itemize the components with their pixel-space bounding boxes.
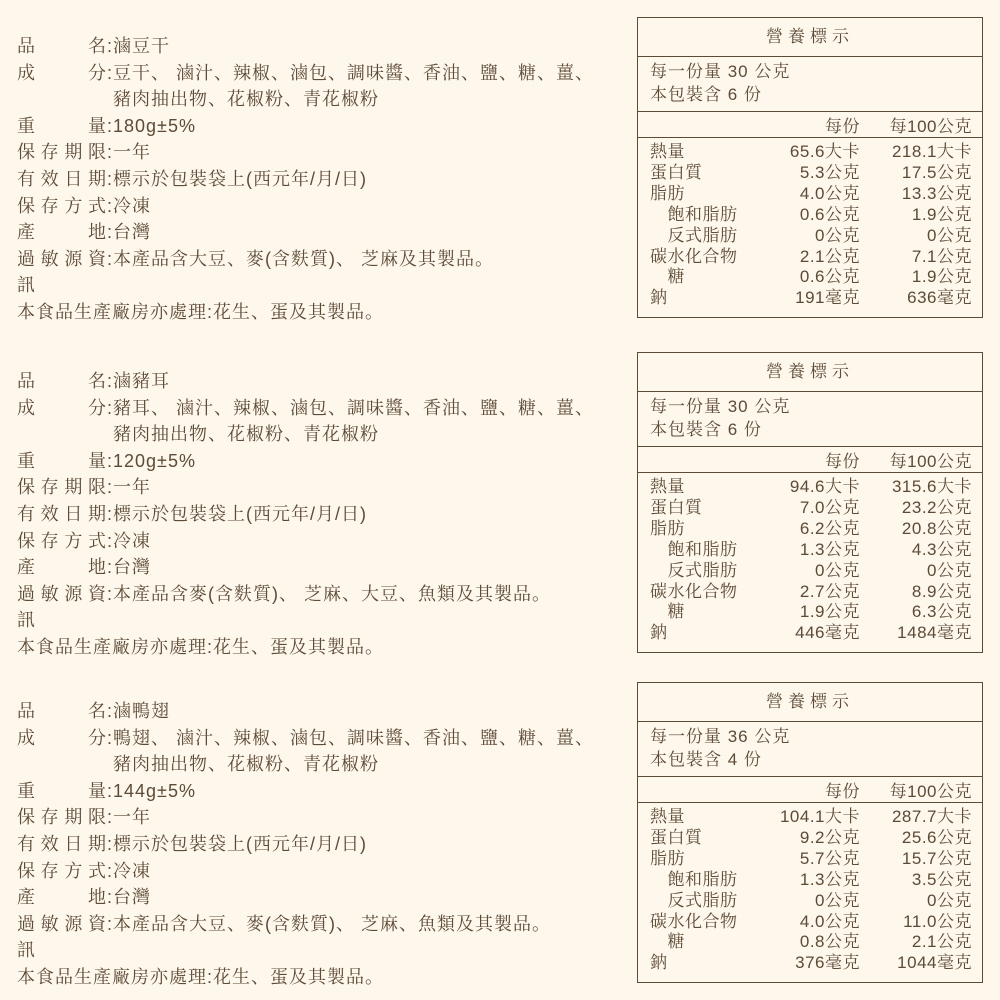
info-row [17, 474, 625, 501]
col-header-per-serving: 每份 [825, 782, 860, 801]
nutrient-per-100g: 15.7公克 [901, 848, 972, 868]
info-value-line: 豬肉抽出物、花椒粉、青花椒粉 [113, 754, 380, 775]
nutrient-row [650, 267, 972, 288]
info-value [113, 778, 625, 805]
nutrient-per-100g: 1.9公克 [911, 204, 972, 224]
serving-info [638, 57, 982, 112]
nutrient-row [650, 288, 972, 309]
label-colon: : [107, 727, 114, 748]
info-row [17, 395, 625, 448]
info-value [113, 501, 625, 528]
nutrient-name: 脂肪 [650, 183, 685, 203]
nutrient-per-serving: 9.2公克 [799, 827, 860, 847]
info-value-line: 一年 [113, 477, 152, 498]
info-label: 有效日期 [17, 503, 107, 524]
serving-line: 本包裝含 4 份 [650, 749, 762, 769]
info-value [113, 831, 625, 858]
label-colon: : [107, 701, 114, 721]
nutrient-row [650, 891, 972, 912]
nutrient-row [650, 582, 972, 603]
info-row [17, 911, 625, 964]
info-row [17, 554, 625, 581]
serving-info [638, 722, 982, 777]
info-value [113, 166, 625, 193]
info-label: 保存期限 [17, 477, 107, 498]
nutrient-name: 飽和脂肪 [650, 204, 738, 224]
product-section [0, 17, 1000, 347]
nutrient-rows [638, 473, 982, 650]
info-label: 有效日期 [17, 833, 107, 854]
nutrient-name: 鈉 [650, 953, 668, 973]
nutrient-name: 脂肪 [650, 518, 685, 538]
nutrient-per-100g: 23.2公克 [901, 497, 972, 517]
nutrient-name: 熱量 [650, 477, 685, 496]
nutrient-name: 碳水化合物 [650, 246, 738, 266]
nutrient-row [650, 828, 972, 849]
label-colon: : [107, 530, 114, 551]
label-colon: : [107, 860, 114, 881]
info-value [113, 395, 625, 448]
nutrient-row [650, 519, 972, 540]
info-value [113, 858, 625, 885]
info-row [17, 884, 625, 911]
nutrient-name: 鈉 [650, 623, 668, 643]
info-value [113, 246, 625, 273]
col-header-per-serving: 每份 [825, 117, 860, 136]
nutrient-per-100g: 287.7大卡 [891, 807, 972, 826]
nutrient-per-serving: 1.3公克 [799, 539, 860, 559]
info-row [17, 193, 625, 220]
nutrient-name: 蛋白質 [650, 497, 703, 517]
info-value-line: 滷豬耳 [113, 371, 171, 391]
nutrient-per-serving: 0.6公克 [799, 204, 860, 224]
product-section [0, 352, 1000, 682]
label-colon: : [107, 195, 114, 216]
info-label: 重量 [17, 115, 107, 136]
info-label: 有效日期 [17, 168, 107, 189]
nutrient-per-100g: 2.1公克 [911, 932, 972, 952]
facility-note: 本食品生產廠房亦處理:花生、蛋及其製品。 [17, 301, 384, 322]
nutrient-per-100g: 8.9公克 [911, 581, 972, 601]
nutrient-per-100g: 20.8公克 [901, 518, 972, 538]
info-value-line: 台灣 [113, 557, 152, 578]
label-colon: : [107, 142, 114, 163]
info-label: 過敏源資訊 [17, 248, 107, 296]
nutrient-row [650, 163, 972, 184]
nutrient-name: 飽和脂肪 [650, 539, 738, 559]
nutrient-per-serving: 1.3公克 [799, 869, 860, 889]
info-label: 保存期限 [17, 807, 107, 828]
info-value [113, 698, 625, 725]
nutrient-row [650, 226, 972, 247]
nutrient-per-serving: 191毫克 [795, 288, 860, 308]
info-value-line: 標示於包裝袋上(西元年/月/日) [113, 833, 368, 854]
column-header-row [638, 447, 982, 473]
label-colon: : [107, 222, 114, 243]
nutrient-per-serving: 2.1公克 [799, 246, 860, 266]
label-colon: : [107, 807, 114, 828]
nutrient-name: 反式脂肪 [650, 560, 738, 580]
nutrient-per-serving: 5.3公克 [799, 162, 860, 182]
nutrient-name: 糖 [650, 932, 685, 952]
label-colon: : [107, 62, 114, 83]
info-value [113, 911, 625, 938]
col-header-per-100g: 每100公克 [889, 452, 972, 471]
nutrient-row [650, 932, 972, 953]
info-row [17, 219, 625, 246]
nutrient-per-serving: 4.0公克 [799, 911, 860, 931]
label-colon: : [107, 397, 114, 418]
nutrient-name: 熱量 [650, 807, 685, 826]
nutrient-rows [638, 138, 982, 315]
info-label: 保存方式 [17, 195, 107, 216]
nutrient-row [650, 912, 972, 933]
info-value-line: 豬耳、 滷汁、辣椒、滷包、調味醬、香油、鹽、糖、薑、 [113, 397, 595, 418]
info-row [17, 804, 625, 831]
info-value [113, 725, 625, 778]
nutrient-name: 蛋白質 [650, 162, 703, 182]
nutrient-per-100g: 4.3公克 [911, 539, 972, 559]
nutrient-name: 鈉 [650, 288, 668, 308]
nutrient-row [650, 623, 972, 644]
nutrient-name: 蛋白質 [650, 827, 703, 847]
info-row [17, 448, 625, 475]
info-row [17, 246, 625, 299]
info-value [113, 60, 625, 113]
product-section [0, 682, 1000, 1000]
serving-line: 每一份量 30 公克 [650, 62, 791, 81]
serving-line: 本包裝含 6 份 [650, 84, 762, 104]
info-value-line: 本產品含麥(含麩質)、 芝麻、大豆、魚類及其製品。 [113, 583, 552, 604]
info-row [17, 698, 625, 725]
info-value [113, 448, 625, 475]
info-value-line: 本產品含大豆、麥(含麩質)、 芝麻、魚類及其製品。 [113, 913, 552, 934]
col-header-per-100g: 每100公克 [889, 117, 972, 136]
info-label: 保存方式 [17, 860, 107, 881]
info-value-line: 豬肉抽出物、花椒粉、青花椒粉 [113, 424, 380, 445]
col-header-per-serving: 每份 [825, 452, 860, 471]
col-header-per-100g: 每100公克 [889, 782, 972, 801]
info-value-line: 144g±5% [113, 780, 196, 801]
nutrient-per-100g: 3.5公克 [911, 869, 972, 889]
info-label: 產地 [17, 222, 107, 243]
info-value-line: 標示於包裝袋上(西元年/月/日) [113, 168, 368, 189]
info-value-line: 冷凍 [113, 195, 152, 216]
nutrient-row [650, 498, 972, 519]
info-label: 過敏源資訊 [17, 913, 107, 961]
nutrient-row [650, 561, 972, 582]
nutrient-name: 反式脂肪 [650, 890, 738, 910]
info-row [17, 858, 625, 885]
info-value [113, 193, 625, 220]
info-value [113, 474, 625, 501]
info-value [113, 219, 625, 246]
info-rows [17, 368, 625, 634]
column-header-row [638, 777, 982, 803]
info-label: 過敏源資訊 [17, 583, 107, 631]
nutrient-per-serving: 0.8公克 [799, 932, 860, 952]
serving-line: 每一份量 36 公克 [650, 727, 791, 746]
nutrient-per-100g: 0公克 [927, 225, 972, 245]
info-label: 成分 [17, 397, 107, 418]
nutrient-per-serving: 6.2公克 [799, 518, 860, 538]
info-row [17, 368, 625, 395]
nutrient-per-serving: 2.7公克 [799, 581, 860, 601]
label-colon: : [107, 371, 114, 391]
info-label: 產地 [17, 887, 107, 908]
nutrient-row [650, 602, 972, 623]
nutrient-per-serving: 376毫克 [795, 953, 860, 973]
info-value [113, 33, 625, 60]
nutrient-per-serving: 7.0公克 [799, 497, 860, 517]
nutrition-title: 營養標示 [638, 18, 982, 57]
nutrient-name: 飽和脂肪 [650, 869, 738, 889]
nutrient-per-100g: 25.6公克 [901, 827, 972, 847]
info-label: 保存期限 [17, 142, 107, 163]
info-row [17, 166, 625, 193]
serving-info [638, 392, 982, 447]
info-row [17, 60, 625, 113]
nutrition-title: 營養標示 [638, 683, 982, 722]
info-row [17, 725, 625, 778]
nutrient-per-100g: 0公克 [927, 560, 972, 580]
nutrient-row [650, 849, 972, 870]
label-colon: : [107, 887, 114, 908]
nutrient-row [650, 184, 972, 205]
info-value-line: 本產品含大豆、麥(含麩質)、 芝麻及其製品。 [113, 248, 495, 269]
info-value-line: 鴨翅、 滷汁、辣椒、滷包、調味醬、香油、鹽、糖、薑、 [113, 727, 595, 748]
info-label: 重量 [17, 450, 107, 471]
nutrient-per-100g: 218.1大卡 [891, 142, 972, 161]
info-value-line: 冷凍 [113, 860, 152, 881]
nutrient-name: 碳水化合物 [650, 911, 738, 931]
info-value-line: 一年 [113, 142, 152, 163]
info-value-line: 180g±5% [113, 115, 196, 136]
label-colon: : [107, 583, 114, 604]
info-row [17, 528, 625, 555]
info-value-line: 豬肉抽出物、花椒粉、青花椒粉 [113, 89, 380, 110]
info-row [17, 33, 625, 60]
nutrient-per-100g: 1.9公克 [911, 267, 972, 287]
label-colon: : [107, 503, 114, 524]
label-colon: : [107, 557, 114, 578]
product-info [17, 368, 625, 661]
info-label: 成分 [17, 727, 107, 748]
nutrient-row [650, 540, 972, 561]
product-info [17, 698, 625, 991]
info-rows [17, 33, 625, 299]
info-value-line: 一年 [113, 807, 152, 828]
nutrient-per-serving: 4.0公克 [799, 183, 860, 203]
info-label: 重量 [17, 780, 107, 801]
product-info [17, 33, 625, 326]
nutrient-per-serving: 0.6公克 [799, 267, 860, 287]
nutrient-per-100g: 13.3公克 [901, 183, 972, 203]
info-value-line: 冷凍 [113, 530, 152, 551]
nutrient-name: 熱量 [650, 142, 685, 161]
info-value-line: 滷鴨翅 [113, 701, 171, 721]
nutrient-per-serving: 104.1大卡 [779, 807, 860, 826]
label-colon: : [107, 248, 114, 269]
label-colon: : [107, 477, 114, 498]
nutrient-row [650, 870, 972, 891]
nutrition-table [637, 682, 983, 983]
info-row [17, 831, 625, 858]
info-value-line: 台灣 [113, 222, 152, 243]
info-value-line: 120g±5% [113, 450, 196, 471]
nutrient-row [650, 205, 972, 226]
info-label: 品名 [17, 36, 107, 56]
nutrient-per-serving: 1.9公克 [799, 602, 860, 622]
info-value [113, 581, 625, 608]
column-header-row [638, 112, 982, 138]
nutrient-per-100g: 1484毫克 [897, 623, 972, 643]
info-label: 品名 [17, 371, 107, 391]
nutrient-name: 反式脂肪 [650, 225, 738, 245]
info-label: 保存方式 [17, 530, 107, 551]
label-colon: : [107, 913, 114, 934]
facility-note: 本食品生產廠房亦處理:花生、蛋及其製品。 [17, 636, 384, 657]
info-row [17, 778, 625, 805]
nutrition-table [637, 352, 983, 653]
nutrient-per-serving: 94.6大卡 [789, 477, 860, 496]
nutrient-row [650, 807, 972, 828]
nutrient-name: 糖 [650, 602, 685, 622]
label-colon: : [107, 450, 114, 471]
nutrient-per-100g: 17.5公克 [901, 162, 972, 182]
nutrient-per-serving: 0公克 [815, 890, 860, 910]
info-row [17, 113, 625, 140]
info-value-line: 滷豆干 [113, 36, 171, 56]
label-colon: : [107, 168, 114, 189]
nutrient-per-serving: 0公克 [815, 225, 860, 245]
info-value [113, 113, 625, 140]
info-value [113, 884, 625, 911]
nutrient-per-100g: 1044毫克 [897, 953, 972, 973]
info-label: 成分 [17, 62, 107, 83]
nutrition-table [637, 17, 983, 318]
info-row [17, 139, 625, 166]
info-value [113, 368, 625, 395]
nutrient-per-100g: 0公克 [927, 890, 972, 910]
serving-line: 每一份量 30 公克 [650, 397, 791, 416]
info-label: 品名 [17, 701, 107, 721]
nutrient-per-100g: 636毫克 [907, 288, 972, 308]
nutrient-name: 糖 [650, 267, 685, 287]
info-value [113, 139, 625, 166]
info-value [113, 804, 625, 831]
nutrient-name: 碳水化合物 [650, 581, 738, 601]
info-value-line: 台灣 [113, 887, 152, 908]
label-colon: : [107, 780, 114, 801]
nutrient-per-serving: 5.7公克 [799, 848, 860, 868]
nutrient-per-serving: 446毫克 [795, 623, 860, 643]
label-colon: : [107, 115, 114, 136]
info-value [113, 554, 625, 581]
info-rows [17, 698, 625, 964]
serving-line: 本包裝含 6 份 [650, 419, 762, 439]
nutrient-per-100g: 315.6大卡 [891, 477, 972, 496]
nutrient-row [650, 247, 972, 268]
info-value-line: 標示於包裝袋上(西元年/月/日) [113, 503, 368, 524]
nutrient-row [650, 142, 972, 163]
nutrient-row [650, 953, 972, 974]
info-row [17, 581, 625, 634]
info-row [17, 501, 625, 528]
nutrient-per-100g: 11.0公克 [903, 911, 972, 931]
nutrient-row [650, 477, 972, 498]
nutrient-name: 脂肪 [650, 848, 685, 868]
nutrient-per-serving: 0公克 [815, 560, 860, 580]
nutrient-rows [638, 803, 982, 980]
nutrient-per-100g: 7.1公克 [911, 246, 972, 266]
nutrient-per-serving: 65.6大卡 [789, 142, 860, 161]
info-value-line: 豆干、 滷汁、辣椒、滷包、調味醬、香油、鹽、糖、薑、 [113, 62, 595, 83]
label-colon: : [107, 36, 114, 56]
facility-note: 本食品生產廠房亦處理:花生、蛋及其製品。 [17, 966, 384, 987]
info-value [113, 528, 625, 555]
label-colon: : [107, 833, 114, 854]
nutrient-per-100g: 6.3公克 [911, 602, 972, 622]
nutrition-title: 營養標示 [638, 353, 982, 392]
info-label: 產地 [17, 557, 107, 578]
